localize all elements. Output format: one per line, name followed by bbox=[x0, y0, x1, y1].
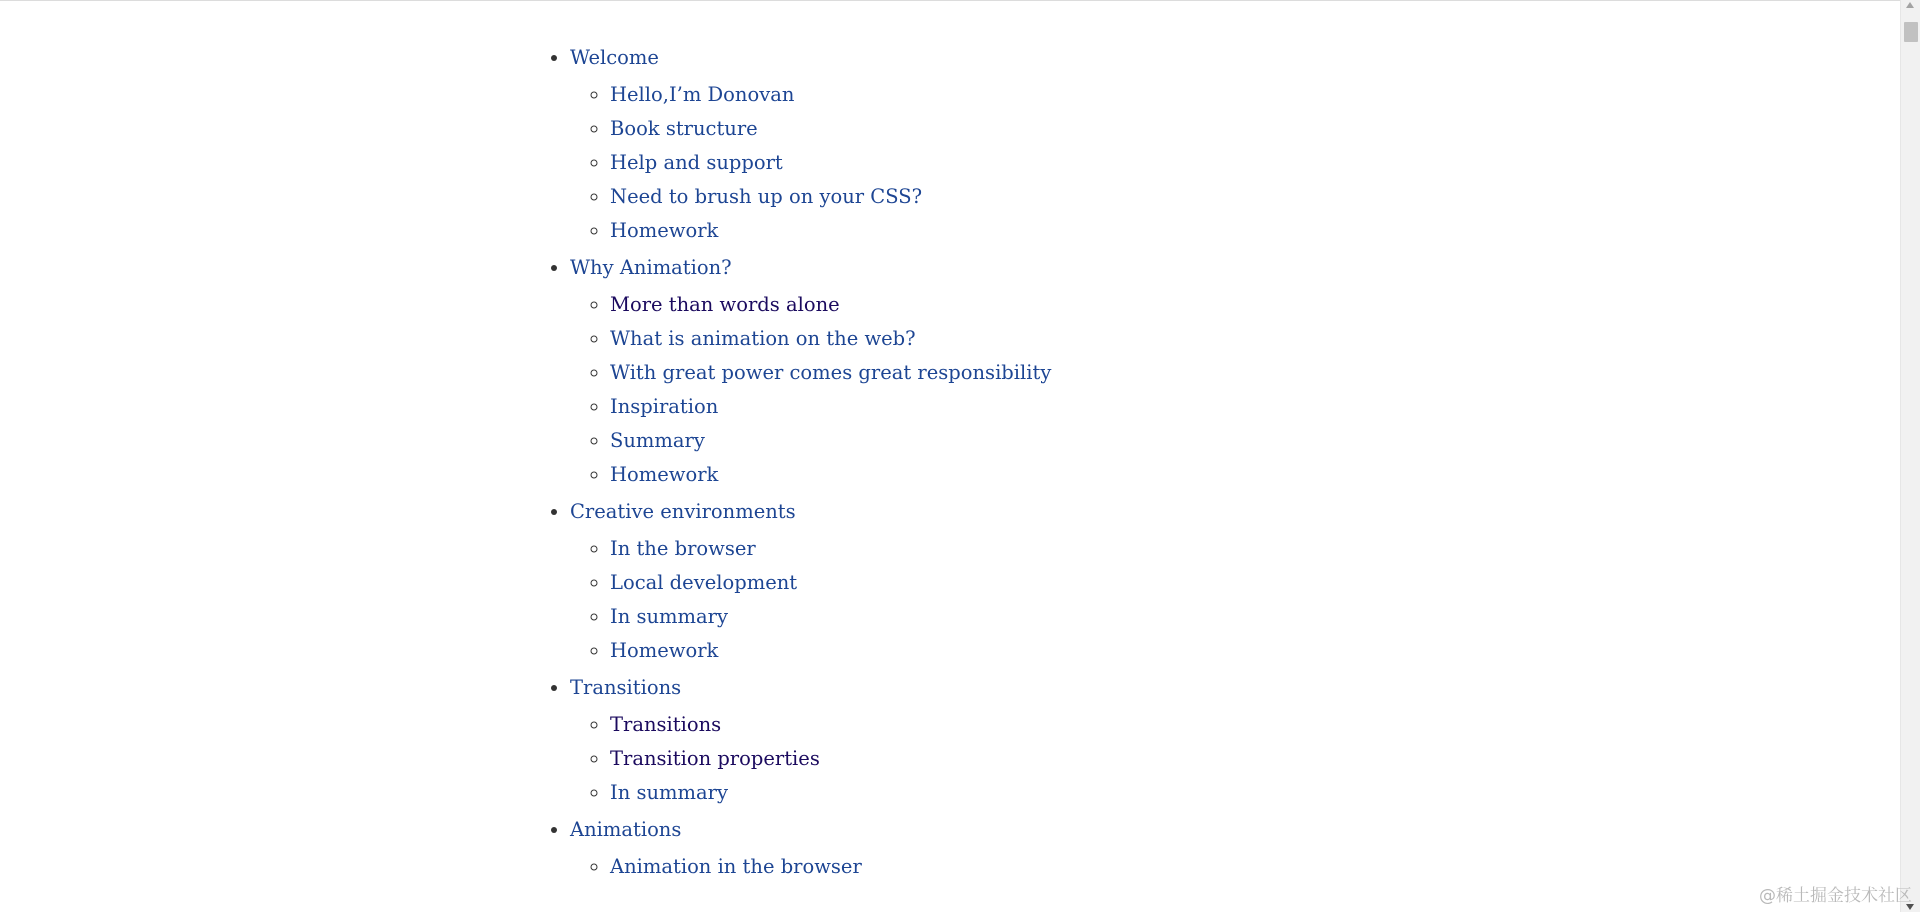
section-item bbox=[610, 112, 1900, 146]
vertical-scrollbar[interactable] bbox=[1900, 0, 1920, 912]
section-item bbox=[610, 566, 1900, 600]
section-item bbox=[610, 850, 1900, 884]
section-item bbox=[610, 356, 1900, 390]
section-link[interactable]: Inspiration bbox=[610, 395, 719, 418]
section-link[interactable]: Homework bbox=[610, 219, 719, 242]
section-list bbox=[570, 78, 1900, 248]
section-link[interactable]: Need to brush up on your CSS? bbox=[610, 185, 923, 208]
section-link[interactable]: Hello,I’m Donovan bbox=[610, 83, 795, 106]
section-link[interactable]: More than words alone bbox=[610, 293, 840, 316]
section-list bbox=[570, 288, 1900, 492]
section-link[interactable]: Transition properties bbox=[610, 747, 820, 770]
section-link[interactable]: In summary bbox=[610, 605, 728, 628]
chapter-item bbox=[570, 498, 1900, 668]
scroll-up-arrow-icon[interactable] bbox=[1906, 2, 1914, 8]
section-item bbox=[610, 634, 1900, 668]
chapter-link[interactable]: Transitions bbox=[570, 676, 682, 699]
section-list bbox=[570, 708, 1900, 810]
chapter-link[interactable]: Why Animation? bbox=[570, 256, 732, 279]
section-item bbox=[610, 214, 1900, 248]
section-item bbox=[610, 288, 1900, 322]
section-item bbox=[610, 180, 1900, 214]
section-list bbox=[570, 850, 1900, 884]
section-link[interactable]: Transitions bbox=[610, 713, 722, 736]
section-item bbox=[610, 532, 1900, 566]
section-link[interactable]: What is animation on the web? bbox=[610, 327, 916, 350]
section-link[interactable]: Animation in the browser bbox=[610, 855, 862, 878]
section-link[interactable]: Help and support bbox=[610, 151, 783, 174]
chapter-item bbox=[570, 44, 1900, 248]
section-item bbox=[610, 390, 1900, 424]
section-item bbox=[610, 146, 1900, 180]
chapter-item bbox=[570, 674, 1900, 810]
section-list bbox=[570, 532, 1900, 668]
section-link[interactable]: Book structure bbox=[610, 117, 758, 140]
section-item bbox=[610, 424, 1900, 458]
scroll-thumb[interactable] bbox=[1904, 22, 1918, 42]
section-item bbox=[610, 742, 1900, 776]
section-link[interactable]: In the browser bbox=[610, 537, 756, 560]
section-link[interactable]: In summary bbox=[610, 781, 728, 804]
chapter-item bbox=[570, 816, 1900, 884]
section-item bbox=[610, 78, 1900, 112]
section-link[interactable]: Homework bbox=[610, 639, 719, 662]
section-link[interactable]: Summary bbox=[610, 429, 705, 452]
section-link[interactable]: With great power comes great responsibility bbox=[610, 361, 1052, 384]
section-item bbox=[610, 458, 1900, 492]
watermark: @稀土掘金技术社区 bbox=[1759, 886, 1912, 906]
chapter-item bbox=[570, 254, 1900, 492]
section-item bbox=[610, 322, 1900, 356]
chapter-link[interactable]: Welcome bbox=[570, 46, 659, 69]
section-link[interactable]: Local development bbox=[610, 571, 798, 594]
chapter-link[interactable]: Creative environments bbox=[570, 500, 796, 523]
chapter-link[interactable]: Animations bbox=[570, 818, 682, 841]
section-item bbox=[610, 708, 1900, 742]
section-item bbox=[610, 600, 1900, 634]
section-link[interactable]: Homework bbox=[610, 463, 719, 486]
section-item bbox=[610, 776, 1900, 810]
